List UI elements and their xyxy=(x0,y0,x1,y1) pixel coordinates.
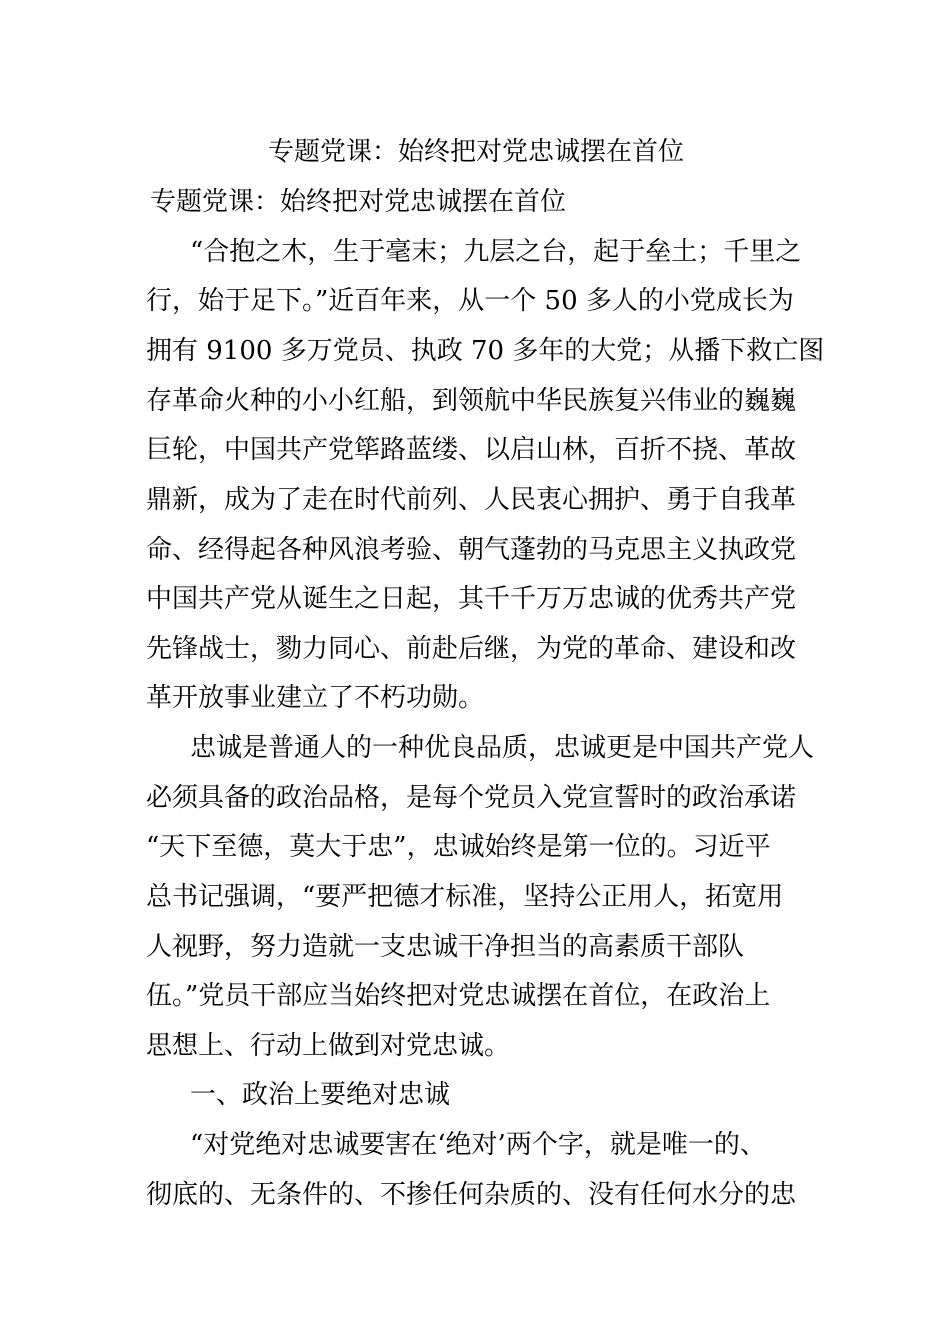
paragraph-line: 命、经得起各种风浪考验、朝气蓬勃的马克思主义执政党 xyxy=(146,535,797,565)
document-title: 专题党课：始终把对党忠诚摆在首位 xyxy=(267,137,684,167)
paragraph-line: 中国共产党从诞生之日起，其千千万万忠诚的优秀共产党 xyxy=(146,584,797,614)
paragraph-line: “天下至德，莫大于忠”，忠诚始终是第一位的。习近平 xyxy=(146,832,771,862)
paragraph-line: 忠诚是普通人的一种优良品质，忠诚更是中国共产党人 xyxy=(190,733,815,763)
paragraph-line: “合抱之木，生于毫末；九层之台，起于垒土；千里之 xyxy=(190,237,802,267)
document-subtitle: 专题党课：始终把对党忠诚摆在首位 xyxy=(150,187,567,217)
paragraph-line: 拥有 9100 多万党员、执政 70 多年的大党；从播下救亡图 xyxy=(146,336,825,366)
paragraph-line: 革开放事业建立了不朽功勋。 xyxy=(146,683,485,713)
paragraph-line: 伍。”党员干部应当始终把对党忠诚摆在首位，在政治上 xyxy=(146,981,771,1011)
paragraph-line: 人视野，努力造就一支忠诚干净担当的高素质干部队 xyxy=(146,932,745,962)
paragraph-line: 巨轮，中国共产党筚路蓝缕、以启山林，百折不挠、革故 xyxy=(146,435,797,465)
paragraph-line: 鼎新，成为了走在时代前列、人民衷心拥护、勇于自我革 xyxy=(146,485,797,515)
section-heading: 一、政治上要绝对忠诚 xyxy=(190,1080,451,1110)
paragraph-line: 先锋战士，勠力同心、前赴后继，为党的革命、建设和改 xyxy=(146,634,797,664)
paragraph-line: 行，始于足下。”近百年来，从一个 50 多人的小党成长为 xyxy=(146,286,794,316)
paragraph-line: 存革命火种的小小红船，到领航中华民族复兴伟业的巍巍 xyxy=(146,386,797,416)
paragraph-line: 思想上、行动上做到对党忠诚。 xyxy=(146,1031,511,1061)
paragraph-line: 彻底的、无条件的、不掺任何杂质的、没有任何水分的忠 xyxy=(146,1180,797,1210)
paragraph-line: “对党绝对忠诚要害在‘绝对’两个字，就是唯一的、 xyxy=(190,1130,766,1160)
paragraph-line: 总书记强调，“要严把德才标准，坚持公正用人，拓宽用 xyxy=(146,882,784,912)
paragraph-line: 必须具备的政治品格，是每个党员入党宣誓时的政治承诺 xyxy=(146,783,797,813)
